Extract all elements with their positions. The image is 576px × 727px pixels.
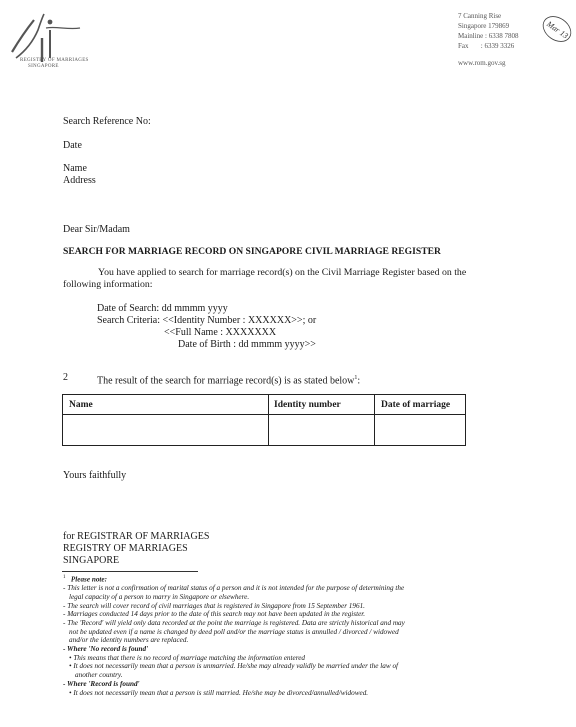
search-reference-label: Search Reference No: <box>63 116 151 127</box>
search-criteria-line-2: <<Full Name : XXXXXXX <box>164 327 277 338</box>
footnote-line: - The search will cover record of civil marriages that is registered in Singapore from 15 September 1961. <box>63 601 365 610</box>
table-column-divider <box>374 395 375 445</box>
registry-logo <box>6 8 126 86</box>
table-header-name: Name <box>69 400 93 410</box>
table-column-divider <box>268 395 269 445</box>
footnote-line: - Where 'No record is found' <box>63 645 149 654</box>
footnote-line: another country. <box>75 671 123 680</box>
date-of-search: Date of Search: dd mmmm yyyy <box>97 303 228 314</box>
name-label: Name <box>63 163 87 174</box>
result-table <box>62 394 466 446</box>
signature-line-2: REGISTRY OF MARRIAGES <box>63 543 188 554</box>
footnote-line: - The 'Record' will yield only data recorded at the point the marriage is registered. Data are strictly historical and may <box>63 618 405 627</box>
search-criteria-line-3: Date of Birth : dd mmmm yyyy>> <box>178 339 316 350</box>
footnote-line: and/or the identity numbers are replaced. <box>69 636 189 645</box>
letter-subject: SEARCH FOR MARRIAGE RECORD ON SINGAPORE CIVIL MARRIAGE REGISTER <box>63 246 441 257</box>
footnote-block <box>63 574 405 697</box>
closing: Yours faithfully <box>63 470 127 481</box>
paragraph-2-text: The result of the search for marriage record(s) is as stated below$^1$: <box>97 375 361 387</box>
table-header-identity-number: Identity number <box>274 400 341 410</box>
footnote-line: legal capacity of a person to marry in Singapore or elsewhere. <box>69 592 250 601</box>
footnote-line: - Where 'Record is found' <box>63 679 140 688</box>
address-line: 7 Canning Rise <box>458 12 502 20</box>
salutation: Dear Sir/Madam <box>63 224 130 235</box>
website-link[interactable]: www.rom.gov.sg <box>458 59 506 67</box>
address-label: Address <box>63 175 96 186</box>
signature-line-1: for REGISTRAR OF MARRIAGES <box>63 531 210 542</box>
footnote-title: $^1$ Please note: <box>63 575 108 584</box>
footnote-line: • It does not necessarily mean that a person is still married. He/she may be divorced/annulled/widowed. <box>69 688 369 697</box>
footnote-line: • This means that there is no record of marriage matching the information entered <box>69 653 306 662</box>
footnote-line: not be updated even if a name is changed by deed poll and/or the marriage status is annulled / divorced / widowed <box>69 627 399 636</box>
address-line: Fax : 6339 3326 <box>458 42 515 50</box>
footnote-rule <box>62 571 198 572</box>
address-line: Mainline : 6338 7808 <box>458 32 519 40</box>
footnote-line: - Marriages conducted 14 days prior to the date of this search may not have been updated in the register. <box>63 610 366 619</box>
office-address <box>458 11 518 51</box>
footnote-line: • It does not necessarily mean that a person is unmarried. He/she may already validly be married under the law of <box>69 662 399 671</box>
paragraph-1-line-1: You have applied to search for marriage record(s) on the Civil Marriage Register based on the <box>98 267 467 278</box>
footnote-line: - This letter is not a confirmation of marital status of a person and it is not intended for the purpose of determining the <box>63 584 405 593</box>
paragraph-2-number: 2 <box>63 372 68 383</box>
search-criteria-line-1: Search Criteria: <<Identity Number : XXXXXX>>; or <box>97 315 317 326</box>
table-header-divider <box>63 414 465 415</box>
table-header-date-of-marriage: Date of marriage <box>381 400 451 410</box>
footnote-reference: 1 <box>354 375 358 381</box>
address-line: Singapore 179869 <box>458 22 510 30</box>
paragraph-1-line-2: following information: <box>63 279 153 290</box>
signature-line-3: SINGAPORE <box>63 555 120 566</box>
logo-caption: REGISTRY OF MARRIAGES SINGAPORE <box>20 58 89 69</box>
svg-text:Mar 13: Mar 13 <box>545 19 570 41</box>
date-label: Date <box>63 140 82 151</box>
handwritten-annotation <box>540 12 574 46</box>
